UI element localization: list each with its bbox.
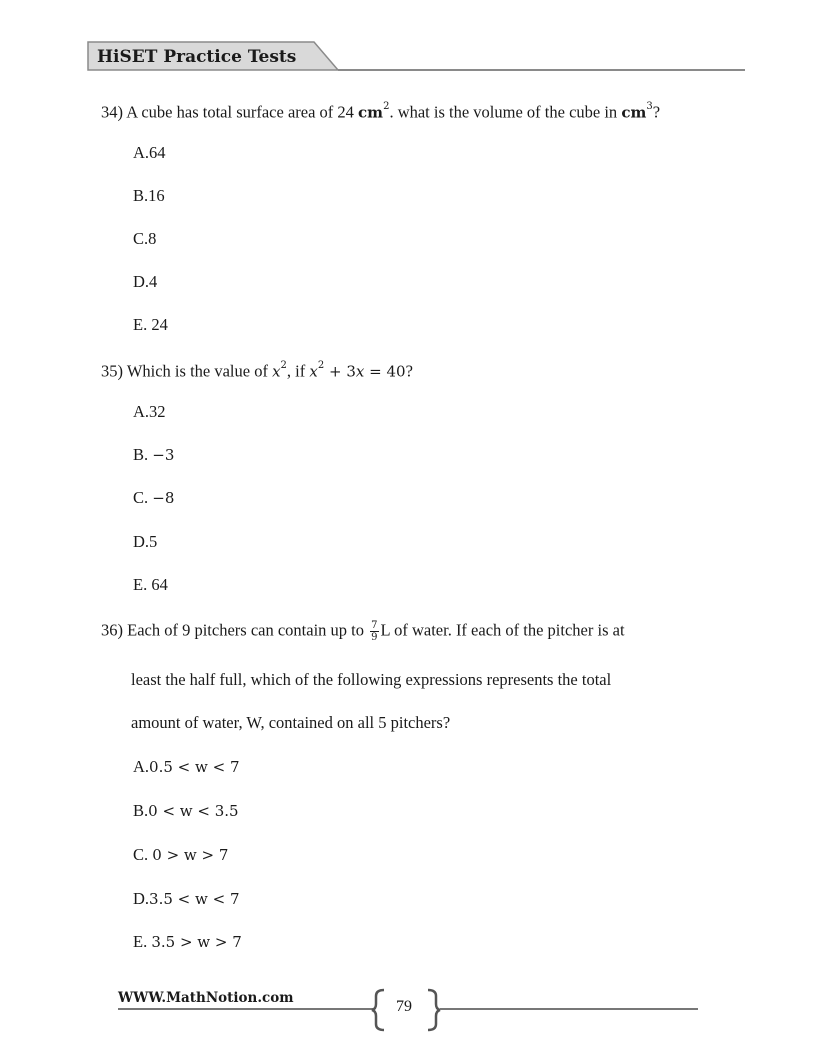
option-value: −8	[152, 489, 175, 507]
variable-x: x	[309, 362, 318, 381]
answer-option[interactable]	[133, 143, 166, 163]
option-letter: D.	[133, 889, 150, 908]
unit-cm: cm	[621, 103, 647, 122]
question-text: Which is the value of	[126, 361, 273, 381]
option-value: −3	[152, 446, 175, 464]
expression: + 3	[324, 362, 356, 381]
option-value: 32	[149, 402, 166, 421]
variable-x: x	[272, 362, 281, 381]
answer-option[interactable]	[133, 186, 165, 206]
exponent: 2	[280, 360, 287, 371]
question-34	[101, 99, 660, 123]
question-36	[101, 620, 625, 643]
answer-option[interactable]	[133, 845, 228, 865]
option-letter: D.	[133, 532, 150, 551]
footer-website-link[interactable]: WWW.MathNotion.com	[118, 990, 294, 1006]
option-value: 0 > w > 7	[152, 846, 229, 864]
answer-option[interactable]	[133, 488, 174, 508]
answer-option[interactable]	[133, 757, 240, 777]
option-value: 64	[149, 143, 166, 162]
question-text: ?	[652, 102, 661, 122]
question-number: 36)	[101, 620, 123, 640]
footer-divider-left	[118, 1008, 374, 1010]
option-letter: B.	[133, 445, 149, 464]
header-tab-shape	[0, 0, 816, 80]
answer-option[interactable]	[133, 801, 239, 821]
question-text: L of water. If each of the pitcher is at	[380, 620, 625, 640]
option-letter: C.	[133, 488, 149, 507]
question-35	[101, 358, 413, 382]
answer-option[interactable]	[133, 445, 174, 465]
header-title: HiSET Practice Tests	[97, 47, 297, 67]
fraction-denominator: 9	[371, 632, 378, 643]
expression: = 40	[364, 362, 406, 381]
option-letter: C.	[133, 845, 149, 864]
question-text-line: amount of water, W, contained on all 5 pitchers?	[131, 713, 451, 732]
answer-option[interactable]	[133, 402, 166, 422]
option-value: 4	[149, 272, 158, 291]
option-value: 3.5 > w > 7	[151, 933, 242, 951]
question-number: 35)	[101, 361, 123, 381]
option-letter: A.	[133, 402, 150, 421]
page-header	[0, 0, 816, 80]
option-letter: E.	[133, 932, 148, 951]
option-value: 0.5 < w < 7	[149, 758, 240, 776]
option-value: 3.5 < w < 7	[149, 890, 240, 908]
fraction	[370, 620, 378, 643]
exponent: 3	[646, 101, 653, 112]
question-text-line: least the half full, which of the following expressions represents the total	[131, 670, 612, 689]
option-letter: C.	[133, 229, 149, 248]
question-number: 34)	[101, 102, 123, 122]
option-letter: B.	[133, 186, 149, 205]
answer-option[interactable]	[133, 315, 168, 335]
answer-option[interactable]	[133, 575, 168, 595]
option-value: 8	[148, 229, 157, 248]
option-letter: D.	[133, 272, 150, 291]
question-text: , if	[286, 361, 310, 381]
variable-x: x	[355, 362, 365, 381]
answer-option[interactable]	[133, 272, 157, 292]
question-text: . what is the volume of the cube in	[389, 102, 622, 122]
exponent: 2	[383, 101, 390, 112]
answer-option[interactable]	[133, 229, 156, 249]
answer-option[interactable]	[133, 932, 242, 952]
option-value: 0 < w < 3.5	[148, 802, 239, 820]
question-text: ?	[405, 361, 413, 381]
option-value: 24	[151, 315, 168, 334]
exponent: 2	[317, 360, 325, 371]
page-number: 79	[396, 998, 412, 1015]
option-letter: E.	[133, 315, 148, 334]
fraction-numerator: 7	[371, 620, 378, 631]
unit-cm: cm	[358, 103, 384, 122]
question-text: Each of 9 pitchers can contain up to	[127, 620, 369, 640]
option-value: 5	[149, 532, 158, 551]
option-value: 64	[151, 575, 168, 594]
option-letter: A.	[133, 143, 150, 162]
option-letter: E.	[133, 575, 148, 594]
question-text: A cube has total surface area of 24	[126, 102, 359, 122]
footer-divider-right	[440, 1008, 698, 1010]
option-letter: B.	[133, 801, 149, 820]
option-letter: A.	[133, 757, 150, 776]
answer-option[interactable]	[133, 532, 157, 552]
option-value: 16	[148, 186, 165, 205]
answer-option[interactable]	[133, 889, 240, 909]
